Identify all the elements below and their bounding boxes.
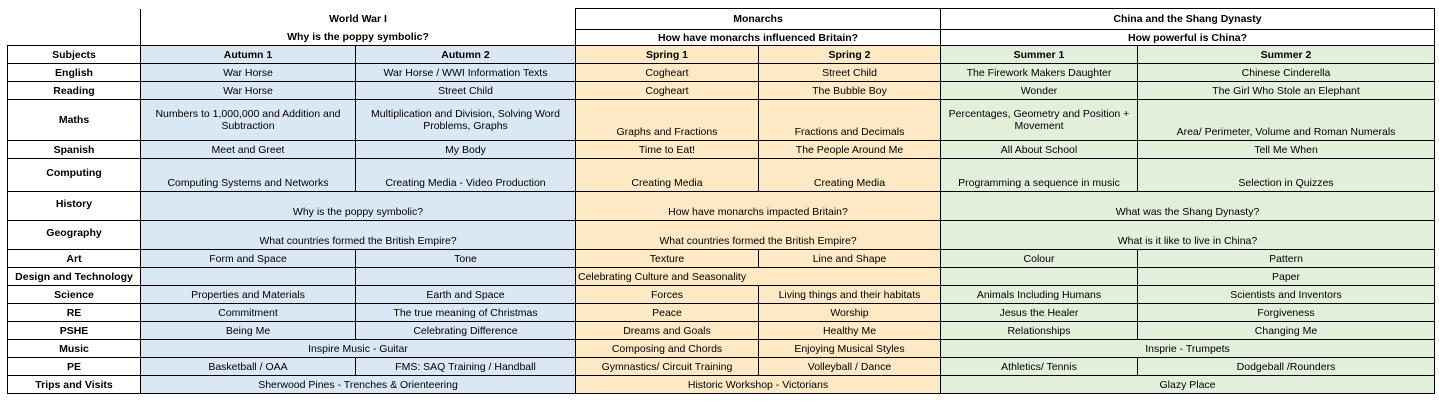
cell-spring: What countries formed the British Empire? [576, 221, 941, 250]
cell-spring1: Cogheart [576, 82, 759, 100]
row-music [8, 340, 1435, 358]
row-art [8, 250, 1435, 268]
cell-summer1: Animals Including Humans [941, 286, 1138, 304]
row-spanish [8, 141, 1435, 159]
cell-autumn2 [356, 268, 576, 286]
cell-spring1: Cogheart [576, 64, 759, 82]
row-pe [8, 358, 1435, 376]
cell-summer1: Percentages, Geometry and Position + Movement [941, 100, 1138, 141]
row-reading [8, 82, 1435, 100]
cell-autumn: Why is the poppy symbolic? [141, 192, 576, 221]
cell-autumn2: Street Child [356, 82, 576, 100]
cell-spring1: Gymnastics/ Circuit Training [576, 358, 759, 376]
subject-cell: Spanish [8, 141, 141, 159]
cell-autumn1: Meet and Greet [141, 141, 356, 159]
row-computing [8, 159, 1435, 192]
cell-spring2: Fractions and Decimals [759, 100, 941, 141]
cell-autumn1: Numbers to 1,000,000 and Addition and Subtraction [141, 100, 356, 141]
cell-summer2: Tell Me When [1138, 141, 1435, 159]
header-autumn1: Autumn 1 [141, 46, 356, 64]
cell-spring2: The People Around Me [759, 141, 941, 159]
subject-cell: Science [8, 286, 141, 304]
cell-autumn: Inspire Music - Guitar [141, 340, 576, 358]
row-re [8, 304, 1435, 322]
cell-autumn2: The true meaning of Christmas [356, 304, 576, 322]
header-summer1: Summer 1 [941, 46, 1138, 64]
cell-spring: How have monarchs impacted Britain? [576, 192, 941, 221]
term-topic-spring: Monarchs [576, 9, 941, 30]
cell-autumn1: Computing Systems and Networks [141, 159, 356, 192]
subject-cell: Music [8, 340, 141, 358]
subject-cell: Design and Technology [8, 268, 141, 286]
cell-summer1 [941, 268, 1138, 286]
subject-cell: English [8, 64, 141, 82]
curriculum-table [7, 8, 1435, 394]
cell-summer2: Chinese Cinderella [1138, 64, 1435, 82]
cell-autumn: Sherwood Pines - Trenches & Orienteering [141, 376, 576, 394]
cell-spring2: Street Child [759, 64, 941, 82]
row-history [8, 192, 1435, 221]
cell-summer: What was the Shang Dynasty? [941, 192, 1435, 221]
cell-summer1: Jesus the Healer [941, 304, 1138, 322]
cell-spring2: Line and Shape [759, 250, 941, 268]
cell-autumn2: Earth and Space [356, 286, 576, 304]
cell-summer2: The Girl Who Stole an Elephant [1138, 82, 1435, 100]
cell-summer2: Selection in Quizzes [1138, 159, 1435, 192]
cell-spring: Celebrating Culture and Seasonality [576, 268, 941, 286]
cell-spring2: Volleyball / Dance [759, 358, 941, 376]
term-topic-summer: China and the Shang Dynasty [941, 9, 1435, 30]
cell-spring2: The Bubble Boy [759, 82, 941, 100]
cell-spring1: Texture [576, 250, 759, 268]
cell-autumn1 [141, 268, 356, 286]
subject-cell: RE [8, 304, 141, 322]
header-spring2: Spring 2 [759, 46, 941, 64]
cell-spring1: Time to Eat! [576, 141, 759, 159]
cell-summer1: Relationships [941, 322, 1138, 340]
row-pshe [8, 322, 1435, 340]
term-question-summer: How powerful is China? [941, 30, 1435, 46]
cell-spring1: Forces [576, 286, 759, 304]
cell-summer2: Forgiveness [1138, 304, 1435, 322]
cell-spring1: Creating Media [576, 159, 759, 192]
cell-summer1: Programming a sequence in music [941, 159, 1138, 192]
cell-autumn1: War Horse [141, 82, 356, 100]
subject-cell: Trips and Visits [8, 376, 141, 394]
cell-summer: Insprie - Trumpets [941, 340, 1435, 358]
cell-summer1: Athletics/ Tennis [941, 358, 1138, 376]
cell-spring2: Enjoying Musical Styles [759, 340, 941, 358]
term-question-spring: How have monarchs influenced Britain? [576, 30, 941, 46]
row-design-technology [8, 268, 1435, 286]
cell-summer1: Colour [941, 250, 1138, 268]
subject-cell: Reading [8, 82, 141, 100]
cell-autumn2: Tone [356, 250, 576, 268]
cell-spring1: Composing and Chords [576, 340, 759, 358]
cell-autumn1: Form and Space [141, 250, 356, 268]
cell-spring2: Worship [759, 304, 941, 322]
header-spring1: Spring 1 [576, 46, 759, 64]
term-question-autumn: Why is the poppy symbolic? [141, 30, 576, 46]
cell-autumn1: Commitment [141, 304, 356, 322]
cell-summer: What is it like to live in China? [941, 221, 1435, 250]
cell-spring2: Living things and their habitats [759, 286, 941, 304]
header-autumn2: Autumn 2 [356, 46, 576, 64]
subject-cell: Computing [8, 159, 141, 192]
cell-summer2: Area/ Perimeter, Volume and Roman Numerals [1138, 100, 1435, 141]
cell-autumn2: My Body [356, 141, 576, 159]
subject-cell: Geography [8, 221, 141, 250]
cell-summer2: Scientists and Inventors [1138, 286, 1435, 304]
row-english [8, 64, 1435, 82]
cell-autumn1: Basketball / OAA [141, 358, 356, 376]
header-summer2: Summer 2 [1138, 46, 1435, 64]
subject-cell: PE [8, 358, 141, 376]
row-geography [8, 221, 1435, 250]
cell-autumn: What countries formed the British Empire? [141, 221, 576, 250]
cell-autumn2: Creating Media - Video Production [356, 159, 576, 192]
cell-autumn1: Being Me [141, 322, 356, 340]
cell-summer1: The Firework Makers Daughter [941, 64, 1138, 82]
cell-spring1: Dreams and Goals [576, 322, 759, 340]
cell-summer2: Dodgeball /Rounders [1138, 358, 1435, 376]
subject-cell: Maths [8, 100, 141, 141]
row-maths [8, 100, 1435, 141]
term-topic-autumn: World War I [141, 9, 576, 30]
cell-spring1: Graphs and Fractions [576, 100, 759, 141]
cell-autumn2: Celebrating Difference [356, 322, 576, 340]
cell-spring1: Peace [576, 304, 759, 322]
cell-autumn1: War Horse [141, 64, 356, 82]
cell-autumn2: War Horse / WWI Information Texts [356, 64, 576, 82]
cell-autumn2: FMS: SAQ Training / Handball [356, 358, 576, 376]
cell-summer2: Paper [1138, 268, 1435, 286]
cell-autumn1: Properties and Materials [141, 286, 356, 304]
cell-summer2: Changing Me [1138, 322, 1435, 340]
cell-summer2: Pattern [1138, 250, 1435, 268]
subject-cell: Art [8, 250, 141, 268]
subject-cell: PSHE [8, 322, 141, 340]
row-trips [8, 376, 1435, 394]
header-subjects: Subjects [8, 46, 141, 64]
row-science [8, 286, 1435, 304]
cell-spring2: Creating Media [759, 159, 941, 192]
cell-autumn2: Multiplication and Division, Solving Word Problems, Graphs [356, 100, 576, 141]
cell-spring2: Healthy Me [759, 322, 941, 340]
subject-cell: History [8, 192, 141, 221]
cell-spring: Historic Workshop - Victorians [576, 376, 941, 394]
cell-summer1: All About School [941, 141, 1138, 159]
cell-summer: Glazy Place [941, 376, 1435, 394]
cell-summer1: Wonder [941, 82, 1138, 100]
